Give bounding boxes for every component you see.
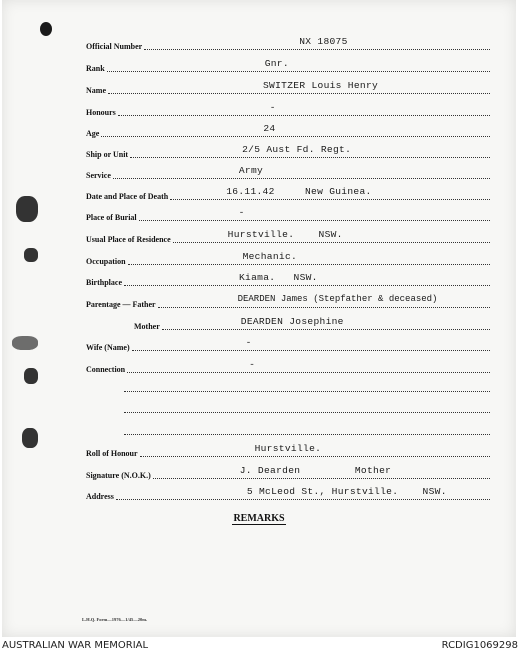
- field-age: [86, 125, 490, 139]
- field-value: Kiama. NSW.: [239, 272, 318, 283]
- field-label: Mother: [134, 322, 160, 331]
- dotted-line: [139, 207, 490, 221]
- field-service: [86, 167, 490, 181]
- field-value: 24: [263, 123, 276, 134]
- dotted-line: [101, 123, 490, 137]
- field-usual-residence: [86, 231, 490, 245]
- dotted-line: [162, 316, 490, 330]
- field-rank: [86, 60, 490, 74]
- blank-connection-line: [124, 391, 490, 392]
- field-label: Address: [86, 492, 114, 501]
- punch-hole: [16, 196, 38, 222]
- field-value: Hurstville.: [254, 443, 322, 454]
- field-value: -: [249, 359, 256, 370]
- field-value: SWITZER Louis Henry: [263, 80, 379, 91]
- field-label: Honours: [86, 108, 116, 117]
- field-name: [86, 82, 490, 96]
- field-date-place-death: [86, 188, 490, 202]
- field-roll-of-honour: [86, 445, 490, 459]
- dotted-line: [118, 102, 490, 116]
- dotted-line: [144, 36, 490, 50]
- field-label: Signature (N.O.K.): [86, 471, 151, 480]
- field-value: Mechanic.: [242, 251, 298, 262]
- dotted-line: [113, 165, 490, 179]
- field-occupation: [86, 253, 490, 267]
- field-official-number: [86, 38, 490, 52]
- field-label: Connection: [86, 365, 126, 374]
- dotted-line: [108, 80, 490, 94]
- blank-connection-line: [124, 434, 490, 435]
- field-value: 2/5 Aust Fd. Regt.: [242, 144, 352, 155]
- field-label: Place of Burial: [86, 213, 137, 222]
- blank-connection-line: [124, 412, 490, 413]
- field-value: -: [238, 207, 245, 218]
- punch-hole: [24, 248, 38, 262]
- punch-hole: [24, 368, 38, 384]
- punch-hole: [22, 428, 38, 448]
- field-value: DEARDEN James (Stepfather & deceased): [237, 294, 438, 304]
- field-label: Age: [86, 129, 100, 138]
- field-label: Official Number: [86, 42, 143, 51]
- field-value: -: [269, 102, 276, 113]
- dotted-line: [173, 229, 490, 243]
- field-honours: [86, 104, 490, 118]
- punch-hole: [40, 22, 52, 36]
- field-label: Wife (Name): [86, 343, 130, 352]
- dotted-line: [107, 58, 490, 72]
- dotted-line: [170, 186, 490, 200]
- dotted-line: [116, 486, 490, 500]
- field-value: Army: [238, 165, 264, 176]
- field-label: Name: [86, 86, 106, 95]
- dotted-line: [140, 443, 490, 457]
- field-wife: [86, 339, 490, 353]
- field-label: Parentage — Father: [86, 300, 156, 309]
- dotted-line: [158, 294, 490, 308]
- field-label: Rank: [86, 64, 105, 73]
- remarks-heading: [2, 513, 516, 524]
- field-value: Hurstville. NSW.: [227, 229, 343, 240]
- field-label: Date and Place of Death: [86, 192, 169, 201]
- archive-footer: [0, 638, 521, 654]
- field-connection: [86, 361, 490, 375]
- field-birthplace: [86, 274, 490, 288]
- field-value: Gnr.: [264, 58, 289, 69]
- field-label: Birthplace: [86, 278, 122, 287]
- field-signature-nok: [86, 467, 490, 481]
- footer-institution: AUSTRALIAN WAR MEMORIAL: [2, 640, 149, 651]
- footer-record-id: RCDIG1069298: [441, 640, 518, 651]
- form-code: L.H.Q. Form—1976—1/45—20m.: [82, 617, 148, 622]
- dotted-line: [124, 272, 490, 286]
- dotted-line: [127, 359, 490, 373]
- field-value: 5 McLeod St., Hurstville. NSW.: [246, 486, 447, 497]
- field-label: Roll of Honour: [86, 449, 138, 458]
- dotted-line: [130, 144, 490, 158]
- field-place-of-burial: [86, 209, 490, 223]
- field-parentage-mother: [86, 318, 490, 332]
- field-value: 16.11.42 New Guinea.: [226, 186, 372, 197]
- field-ship-or-unit: [86, 146, 490, 160]
- dotted-line: [132, 337, 490, 351]
- record-card: [2, 0, 516, 637]
- field-label: Service: [86, 171, 111, 180]
- dotted-line: [128, 251, 490, 265]
- remarks-heading-text: REMARKS: [233, 513, 285, 524]
- field-value: J. Dearden Mother: [239, 465, 392, 476]
- field-value: DEARDEN Josephine: [240, 316, 344, 327]
- dotted-line: [153, 465, 490, 479]
- field-value: NX 18075: [299, 36, 348, 47]
- field-label: Ship or Unit: [86, 150, 129, 159]
- field-label: Occupation: [86, 257, 126, 266]
- field-label: Usual Place of Residence: [86, 235, 171, 244]
- punch-hole: [12, 336, 38, 350]
- field-address: [86, 488, 490, 502]
- field-parentage-father: [86, 296, 490, 310]
- field-value: -: [245, 337, 252, 348]
